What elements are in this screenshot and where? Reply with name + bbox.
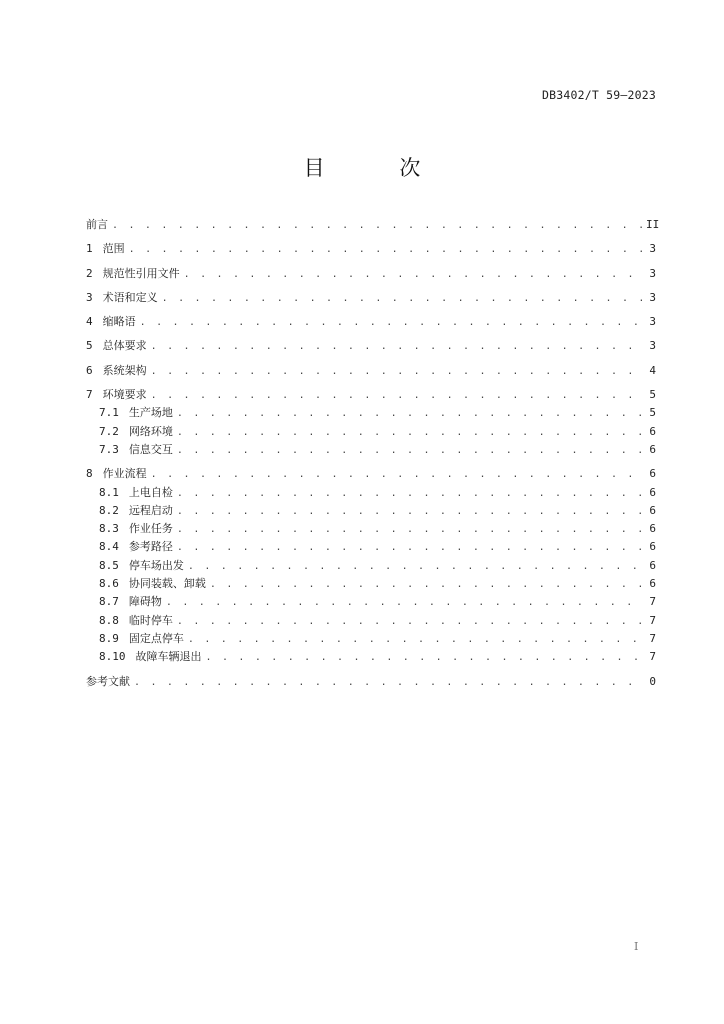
toc-entry[interactable] <box>86 362 656 380</box>
toc-leader-dots <box>151 338 642 356</box>
toc-entry-label: 远程启动 <box>128 503 173 517</box>
toc-entry-number: 8.7 <box>99 595 119 609</box>
toc-subentry[interactable] <box>86 648 656 666</box>
toc-entry-title <box>86 423 173 441</box>
toc-entry-label: 规范性引用文件 <box>102 266 180 280</box>
toc-entry-number: 7.3 <box>99 442 119 456</box>
toc-entry-title <box>86 538 173 556</box>
toc-entry-label: 协同装载、卸载 <box>128 577 206 591</box>
toc-entry-number: 1 <box>86 242 93 256</box>
toc-entry[interactable] <box>86 313 656 331</box>
toc-page-number: 6 <box>649 503 656 517</box>
toc-page-number: 5 <box>649 388 656 402</box>
toc-leader-dots <box>166 594 642 612</box>
toc-leader-dots <box>188 558 642 576</box>
toc-subentry[interactable] <box>86 441 656 459</box>
toc-subentry[interactable] <box>86 423 656 441</box>
toc-entry-label: 固定点停车 <box>128 631 184 645</box>
toc-entry-number: 8.10 <box>99 650 126 664</box>
toc-entry-title <box>86 404 173 422</box>
toc-entry[interactable] <box>86 289 656 307</box>
toc-subentry[interactable] <box>86 575 656 593</box>
toc-page-number: 4 <box>649 363 656 377</box>
toc-leader-dots <box>134 674 642 692</box>
toc-entry-label: 网络环境 <box>128 424 173 438</box>
toc-entry-number: 8 <box>86 467 93 481</box>
toc-entry-number: 8.1 <box>99 485 119 499</box>
toc-entry-title <box>86 362 147 380</box>
toc-subentry[interactable] <box>86 557 656 575</box>
toc-leader-dots <box>177 405 642 423</box>
toc-entry[interactable] <box>86 240 656 258</box>
toc-entry-number: 7.1 <box>99 406 119 420</box>
toc-leader-dots <box>112 217 642 235</box>
toc-page-number: II <box>646 218 660 231</box>
toc-page-number: 3 <box>649 290 656 304</box>
toc-entry-label: 作业任务 <box>128 522 173 536</box>
toc-entry-label: 生产场地 <box>128 406 173 420</box>
toc-entry-number: 7.2 <box>99 424 119 438</box>
toc-page-number: 6 <box>649 442 656 456</box>
toc-entry-label: 作业流程 <box>102 467 147 481</box>
toc-entry-title <box>86 337 147 355</box>
toc-page-number: 6 <box>649 485 656 499</box>
toc-entry-number: 3 <box>86 290 93 304</box>
toc-page-number: 6 <box>649 558 656 572</box>
toc-page-number: 6 <box>649 522 656 536</box>
toc-entry-title <box>86 520 173 538</box>
toc-entry-label: 缩略语 <box>102 315 136 329</box>
toc-leader-dots <box>151 466 642 484</box>
toc-page-number: 3 <box>649 339 656 353</box>
toc-subentry[interactable] <box>86 502 656 520</box>
toc-entry-title <box>86 484 173 502</box>
toc-leader-dots <box>177 539 642 557</box>
toc-entry-number: 4 <box>86 315 93 329</box>
toc-entry-label: 总体要求 <box>102 339 147 353</box>
toc-entry-number: 8.9 <box>99 631 119 645</box>
toc-entry-title <box>86 557 184 575</box>
toc-page-number: 6 <box>649 577 656 591</box>
toc-entry-title <box>86 289 158 307</box>
toc-page-number: 7 <box>649 631 656 645</box>
page-number: I <box>634 940 639 953</box>
document-code: DB3402/T 59—2023 <box>542 88 656 102</box>
toc-entry-label: 系统架构 <box>102 363 147 377</box>
toc-leader-dots <box>177 442 642 460</box>
toc-entry[interactable] <box>86 673 656 691</box>
toc-entry-number: 8.5 <box>99 558 119 572</box>
toc-entry-label: 信息交互 <box>128 442 173 456</box>
toc-entry[interactable] <box>86 265 656 283</box>
toc-entry-title <box>86 313 136 331</box>
toc-entry-title <box>86 575 206 593</box>
toc-entry-number: 8.4 <box>99 540 119 554</box>
toc-subentry[interactable] <box>86 484 656 502</box>
toc-page-number: 3 <box>649 266 656 280</box>
toc-entry-title <box>86 630 184 648</box>
toc-leader-dots <box>177 424 642 442</box>
toc-page-number: 6 <box>649 540 656 554</box>
toc-page-number: 3 <box>649 242 656 256</box>
toc-entry-number: 7 <box>86 388 93 402</box>
toc-leader-dots <box>140 314 642 332</box>
toc-entry-title <box>86 465 147 483</box>
toc-entry[interactable] <box>86 216 660 234</box>
toc-page-number: 6 <box>649 467 656 481</box>
toc-leader-dots <box>162 290 642 308</box>
toc-page-number: 7 <box>649 595 656 609</box>
toc-entry-title <box>86 240 125 258</box>
toc-entry-title <box>86 673 130 691</box>
toc-page-number: 0 <box>649 674 656 688</box>
toc-entry-title <box>86 441 173 459</box>
toc-page-number: 7 <box>649 650 656 664</box>
toc-entry-number: 8.3 <box>99 522 119 536</box>
toc-entry-label: 障碍物 <box>128 595 162 609</box>
toc-entry[interactable] <box>86 386 656 404</box>
toc-entry-number: 6 <box>86 363 93 377</box>
toc-entry-label: 参考文献 <box>86 674 130 688</box>
toc-subentry[interactable] <box>86 538 656 556</box>
toc-subentry[interactable] <box>86 593 656 611</box>
toc-subentry[interactable] <box>86 612 656 630</box>
toc-entry-label: 参考路径 <box>128 540 173 554</box>
toc-leader-dots <box>206 649 643 667</box>
toc-entry-label: 术语和定义 <box>102 290 158 304</box>
toc-leader-dots <box>151 363 642 381</box>
toc-leader-dots <box>210 576 642 594</box>
toc-entry-number: 8.2 <box>99 503 119 517</box>
toc-subentry[interactable] <box>86 630 656 648</box>
toc-entry[interactable] <box>86 465 656 483</box>
toc-leader-dots <box>177 485 642 503</box>
toc-entry-label: 临时停车 <box>128 613 173 627</box>
toc-leader-dots <box>184 266 642 284</box>
toc-entry-number: 8.8 <box>99 613 119 627</box>
page-title: 目 次 <box>303 156 455 180</box>
toc-entry-title <box>86 216 108 234</box>
toc-entry-title <box>86 593 162 611</box>
toc-entry[interactable] <box>86 337 656 355</box>
toc-page-number: 6 <box>649 424 656 438</box>
table-of-contents <box>86 216 660 691</box>
toc-entry-number: 5 <box>86 339 93 353</box>
toc-entry-title <box>86 265 180 283</box>
toc-entry-label: 上电自检 <box>128 485 173 499</box>
toc-leader-dots <box>177 521 642 539</box>
toc-leader-dots <box>188 631 642 649</box>
toc-page-number: 5 <box>649 406 656 420</box>
toc-entry-title <box>86 612 173 630</box>
toc-page-number: 7 <box>649 613 656 627</box>
toc-entry-number: 2 <box>86 266 93 280</box>
toc-entry-label: 范围 <box>102 242 125 256</box>
toc-entry-label: 停车场出发 <box>128 558 184 572</box>
toc-entry-title <box>86 502 173 520</box>
toc-entry-title <box>86 386 147 404</box>
toc-entry-number: 8.6 <box>99 577 119 591</box>
toc-leader-dots <box>129 241 642 259</box>
toc-entry-label: 故障车辆退出 <box>135 650 202 664</box>
toc-leader-dots <box>177 503 642 521</box>
toc-entry-title <box>86 648 202 666</box>
toc-entry-label: 环境要求 <box>102 388 147 402</box>
toc-entry-label: 前言 <box>86 218 108 231</box>
toc-leader-dots <box>151 387 642 405</box>
toc-leader-dots <box>177 613 642 631</box>
toc-page-number: 3 <box>649 315 656 329</box>
toc-subentry[interactable] <box>86 520 656 538</box>
toc-subentry[interactable] <box>86 404 656 422</box>
